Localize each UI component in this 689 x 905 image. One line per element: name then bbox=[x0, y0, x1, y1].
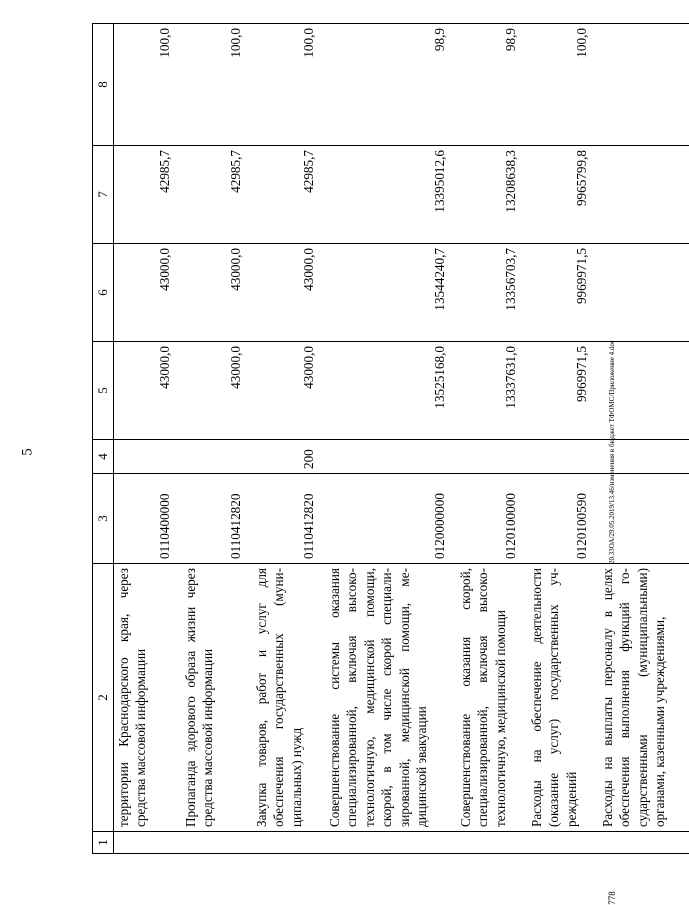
table-row bbox=[325, 24, 456, 854]
percent-cell: 100,0 bbox=[114, 24, 182, 146]
value-col5-cell: 43000,0 bbox=[181, 342, 252, 440]
budget-table bbox=[92, 23, 689, 854]
target-code-cell: 0120100000 bbox=[456, 474, 527, 564]
percent-cell: 98,9 bbox=[456, 24, 527, 146]
row-number-cell bbox=[456, 832, 527, 854]
table-row bbox=[527, 24, 598, 854]
header-cell: 1 bbox=[93, 832, 114, 854]
target-code-cell: 0110412820 bbox=[252, 474, 325, 564]
value-col5-cell: 43000,0 bbox=[114, 342, 182, 440]
table-row bbox=[456, 24, 527, 854]
row-number-cell bbox=[181, 832, 252, 854]
value-col6-cell: 43000,0 bbox=[252, 244, 325, 342]
expense-type-cell bbox=[114, 440, 182, 474]
value-col5-cell: 43000,0 bbox=[252, 342, 325, 440]
expense-type-cell bbox=[181, 440, 252, 474]
value-col7-cell: 42985,7 bbox=[181, 146, 252, 244]
percent-cell bbox=[598, 24, 689, 146]
page-footer-number: 778 bbox=[607, 891, 617, 905]
value-col6-cell: 13356703,7 bbox=[456, 244, 527, 342]
header-cell: 2 bbox=[93, 564, 114, 832]
target-code-cell: 0120000000 bbox=[325, 474, 456, 564]
value-col6-cell: 43000,0 bbox=[181, 244, 252, 342]
table-header-row bbox=[93, 24, 114, 854]
row-number-cell bbox=[252, 832, 325, 854]
value-col5-cell: 9969971,5 bbox=[527, 342, 598, 440]
expense-type-cell bbox=[598, 440, 689, 474]
row-number-cell bbox=[325, 832, 456, 854]
header-cell: 6 bbox=[93, 244, 114, 342]
header-cell: 3 bbox=[93, 474, 114, 564]
value-col5-cell: 13337631,0 bbox=[456, 342, 527, 440]
header-cell: 7 bbox=[93, 146, 114, 244]
table-row bbox=[181, 24, 252, 854]
target-code-cell: 0110400000 bbox=[114, 474, 182, 564]
header-cell: 8 bbox=[93, 24, 114, 146]
item-name-cell: Закупка товаров, работ и услуг для обеспечения государственных (муни-ципальных) нужд bbox=[252, 564, 325, 832]
value-col7-cell: 13208638,3 bbox=[456, 146, 527, 244]
header-cell: 4 bbox=[93, 440, 114, 474]
target-code-cell: 0110412820 bbox=[181, 474, 252, 564]
item-name-cell: Совершенствование системы оказания специализированной, включая высоко-технологичную, медицинской помощи, скорой, в том числе скорой специали-зированной, медицинской помощи, ме-дицинской эвакуации bbox=[325, 564, 456, 832]
target-code-cell: 0120100590 bbox=[527, 474, 598, 564]
item-name-cell: Пропаганда здорового образа жизни через средства массовой информации bbox=[181, 564, 252, 832]
value-col7-cell: 9965799,8 bbox=[527, 146, 598, 244]
header-cell: 5 bbox=[93, 342, 114, 440]
expense-type-cell: 200 bbox=[252, 440, 325, 474]
value-col6-cell bbox=[598, 244, 689, 342]
value-col7-cell bbox=[598, 146, 689, 244]
item-name-cell: Расходы на выплаты персоналу в целях обеспечения выполнения функций го-сударственными (муниципальными) органами, казенными учреждениями, bbox=[598, 564, 689, 832]
table-row bbox=[598, 24, 689, 854]
item-name-cell: Расходы на обеспечение деятельности (оказание услуг) государственных уч-реждений bbox=[527, 564, 598, 832]
table-row bbox=[114, 24, 182, 854]
row-number-cell bbox=[598, 832, 689, 854]
value-col5-cell: 13525168,0 bbox=[325, 342, 456, 440]
value-col6-cell: 43000,0 bbox=[114, 244, 182, 342]
value-col6-cell: 13544240,7 bbox=[325, 244, 456, 342]
expense-type-cell bbox=[325, 440, 456, 474]
percent-cell: 100,0 bbox=[527, 24, 598, 146]
value-col7-cell: 42985,7 bbox=[114, 146, 182, 244]
expense-type-cell bbox=[527, 440, 598, 474]
item-name-cell: Совершенствование оказания скорой, специализированной, включая высоко-технологичную, медицинской помощи bbox=[456, 564, 527, 832]
percent-cell: 100,0 bbox=[181, 24, 252, 146]
item-name-cell: территории Краснодарского края, через средства массовой информации bbox=[114, 564, 182, 832]
row-number-cell bbox=[527, 832, 598, 854]
value-col7-cell: 13395012,6 bbox=[325, 146, 456, 244]
percent-cell: 98,9 bbox=[325, 24, 456, 146]
value-col5-cell bbox=[598, 342, 689, 440]
expense-type-cell bbox=[456, 440, 527, 474]
table-row bbox=[252, 24, 325, 854]
percent-cell: 100,0 bbox=[252, 24, 325, 146]
row-number-cell bbox=[114, 832, 182, 854]
document-path-note: 20.3ЗОА/29.05.2019/13.46/изменения в бюджет ТФОМС/Приложение 4.doc bbox=[608, 340, 616, 564]
value-col7-cell: 42985,7 bbox=[252, 146, 325, 244]
target-code-cell bbox=[598, 474, 689, 564]
page-number: 5 bbox=[19, 448, 36, 456]
value-col6-cell: 9969971,5 bbox=[527, 244, 598, 342]
